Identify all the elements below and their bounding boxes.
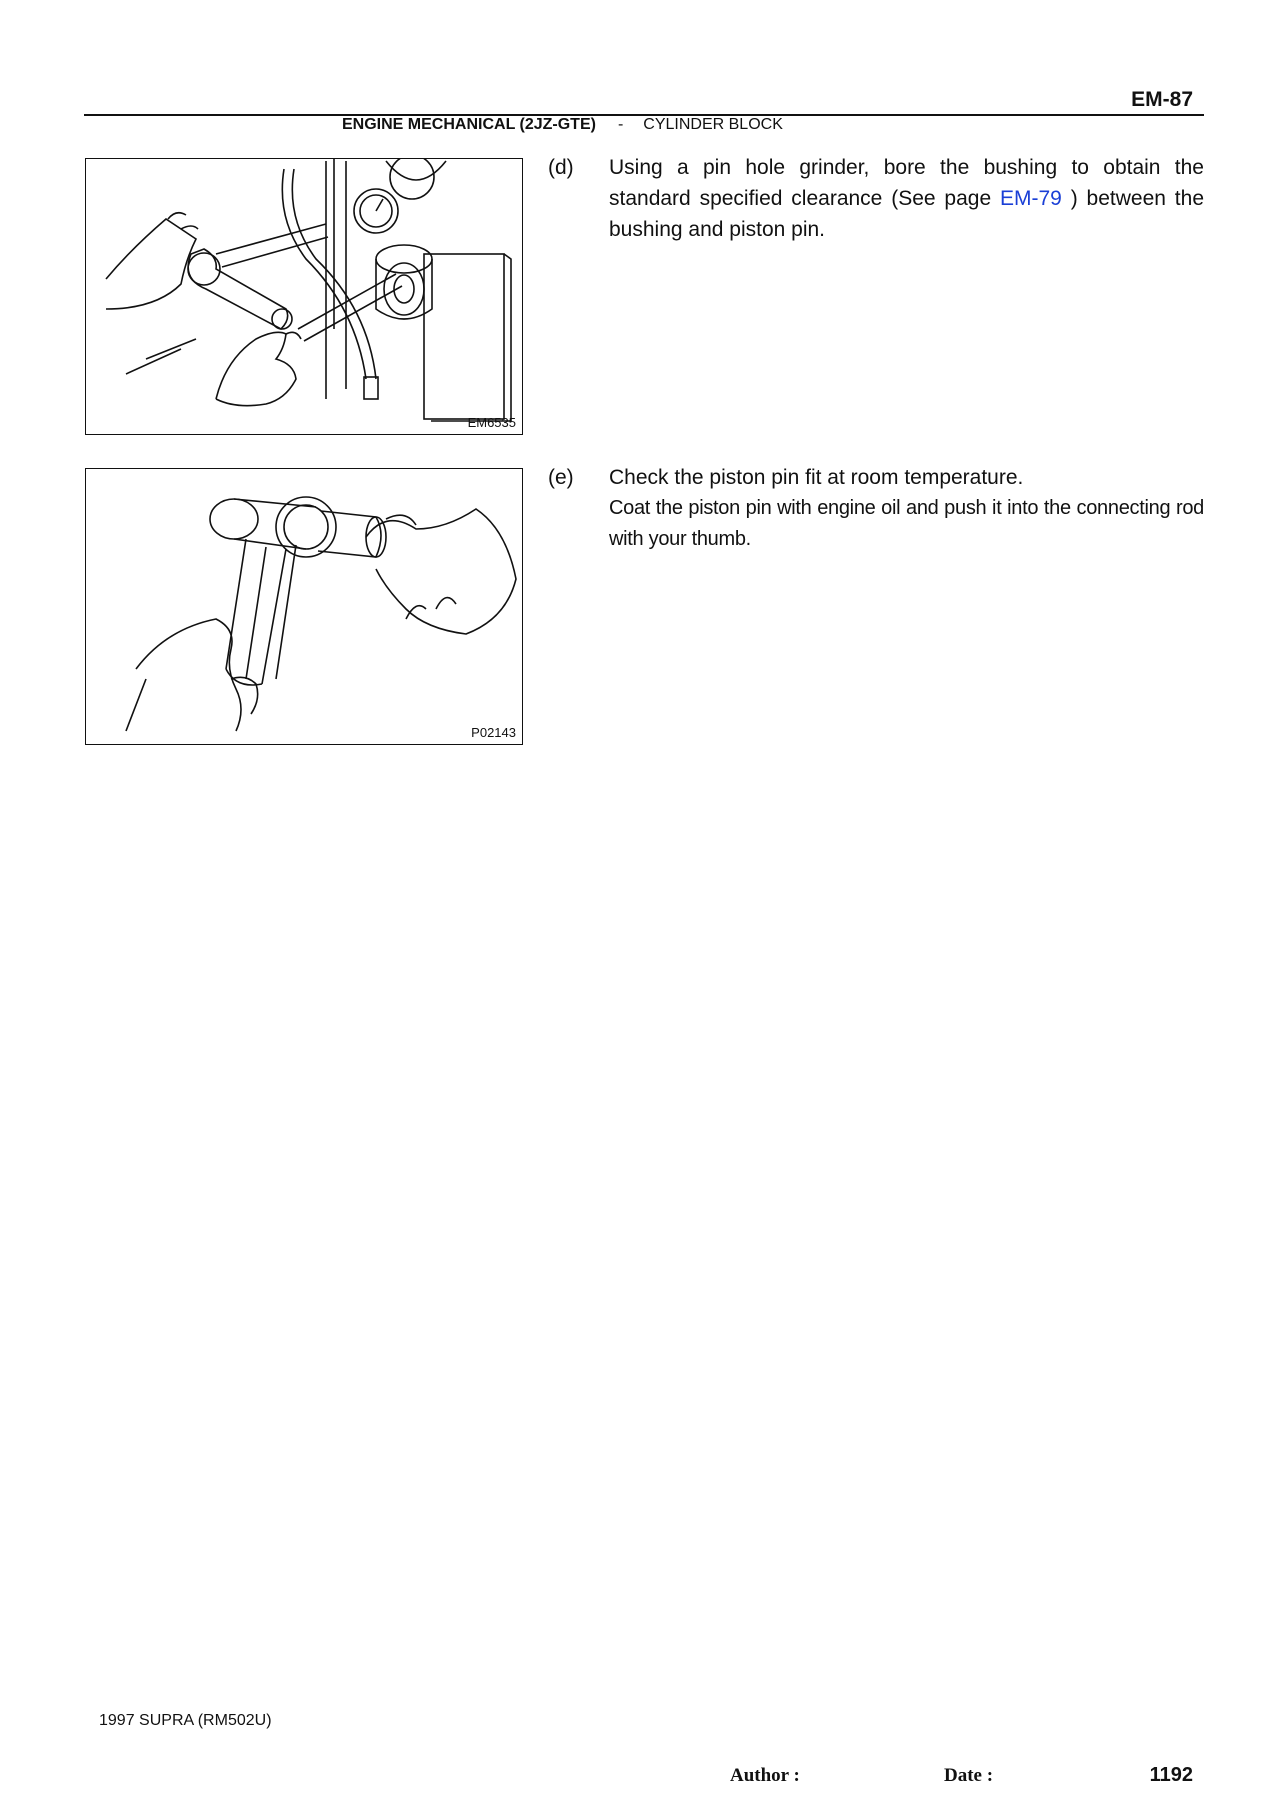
- step-main-text: Check the piston pin fit at room temperature.: [609, 466, 1024, 489]
- step-text-part: ) between the bushing and piston pin.: [609, 187, 1204, 241]
- step-marker: (e): [548, 466, 574, 489]
- step-marker: (d): [548, 156, 574, 179]
- piston-pin-fit-illustration: [86, 469, 524, 746]
- header-separator: -: [617, 116, 624, 133]
- figure-label: EM6535: [467, 415, 516, 430]
- step-text: [609, 462, 1204, 555]
- figure-label: P02143: [471, 725, 516, 740]
- footer-page-number: 1192: [1149, 1764, 1193, 1786]
- figure-pin-hole-grinder: [85, 158, 523, 435]
- step-text: [609, 152, 1204, 245]
- pin-hole-grinder-illustration: [86, 159, 524, 436]
- page-header: [342, 116, 783, 134]
- subsection-title: CYLINDER BLOCK: [643, 116, 783, 133]
- section-title: ENGINE MECHANICAL (2JZ-GTE): [342, 116, 596, 133]
- footer-date-label: Date :: [944, 1765, 994, 1786]
- step-text-part: Using a pin hole grinder, bore the bushing to obtain the standard specified clearance (See page: [609, 156, 1204, 210]
- page-link-em79[interactable]: EM-79: [1000, 187, 1062, 210]
- figure-piston-pin-fit: [85, 468, 523, 745]
- footer-author-label: Author :: [730, 1765, 800, 1786]
- step-sub-text: Coat the piston pin with engine oil and push it into the connecting rod with your thumb.: [609, 497, 1204, 550]
- page-code: EM-87: [1131, 88, 1193, 111]
- footer-model: 1997 SUPRA (RM502U): [99, 1712, 272, 1729]
